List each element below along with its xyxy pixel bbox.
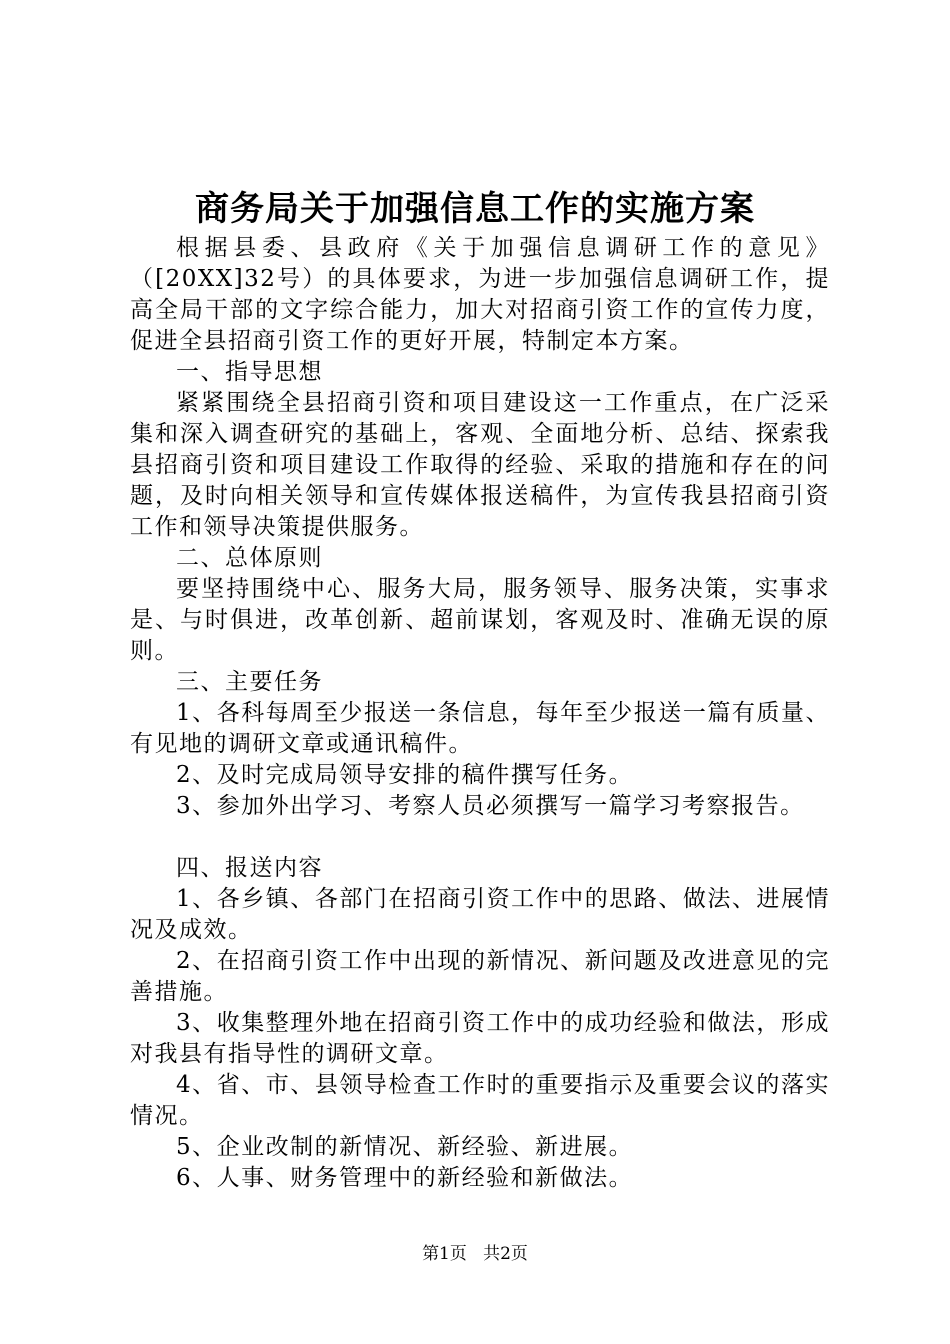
- blank-line: [130, 822, 830, 853]
- document-title: 商务局关于加强信息工作的实施方案: [195, 189, 755, 229]
- report-content-item-6: 6、人事、财务管理中的新经验和新做法。: [176, 1165, 634, 1191]
- section-heading-report-content: 四、报送内容: [176, 855, 323, 881]
- page-number-current: 第1页: [422, 1244, 467, 1264]
- report-content-item-4: 4、省、市、县领导检查工作时的重要指示及重要会议的落实情况。: [130, 1072, 830, 1129]
- main-task-item-1: 1、各科每周至少报送一条信息，每年至少报送一篇有质量、有见地的调研文章或通讯稿件。: [130, 700, 830, 757]
- intro-paragraph: 根据县委、县政府《关于加强信息调研工作的意见》（[20XX]32号）的具体要求，为进一步加强信息调研工作，提高全局干部的文字综合能力，加大对招商引资工作的宣传力度，促进全县招商引资工作的更好开展，特制定本方案。: [130, 235, 830, 354]
- report-content-item-5: 5、企业改制的新情况、新经验、新进展。: [176, 1134, 634, 1160]
- report-content-item-2: 2、在招商引资工作中出现的新情况、新问题及改进意见的完善措施。: [130, 948, 830, 1005]
- page-footer: [0, 1242, 950, 1266]
- general-principles-paragraph: 要坚持围绕中心、服务大局，服务领导、服务决策，实事求是、与时俱进，改革创新、超前谋划，客观及时、准确无误的原则。: [130, 576, 830, 664]
- report-content-item-1: 1、各乡镇、各部门在招商引资工作中的思路、做法、进展情况及成效。: [130, 886, 830, 943]
- document-body: [130, 233, 830, 1194]
- main-task-item-3: 3、参加外出学习、考察人员必须撰写一篇学习考察报告。: [176, 793, 805, 819]
- section-heading-main-tasks: 三、主要任务: [176, 669, 323, 695]
- section-heading-general-principles: 二、总体原则: [176, 545, 323, 571]
- report-content-item-3: 3、收集整理外地在招商引资工作中的成功经验和做法，形成对我县有指导性的调研文章。: [130, 1010, 830, 1067]
- main-task-item-2: 2、及时完成局领导安排的稿件撰写任务。: [176, 762, 634, 788]
- section-heading-guiding-thought: 一、指导思想: [176, 359, 323, 385]
- page-number-total: 共2页: [483, 1244, 528, 1264]
- guiding-thought-paragraph: 紧紧围绕全县招商引资和项目建设这一工作重点，在广泛采集和深入调查研究的基础上，客观、全面地分析、总结、探索我县招商引资和项目建设工作取得的经验、采取的措施和存在的问题，及时向相关领导和宣传媒体报送稿件，为宣传我县招商引资工作和领导决策提供服务。: [130, 390, 830, 540]
